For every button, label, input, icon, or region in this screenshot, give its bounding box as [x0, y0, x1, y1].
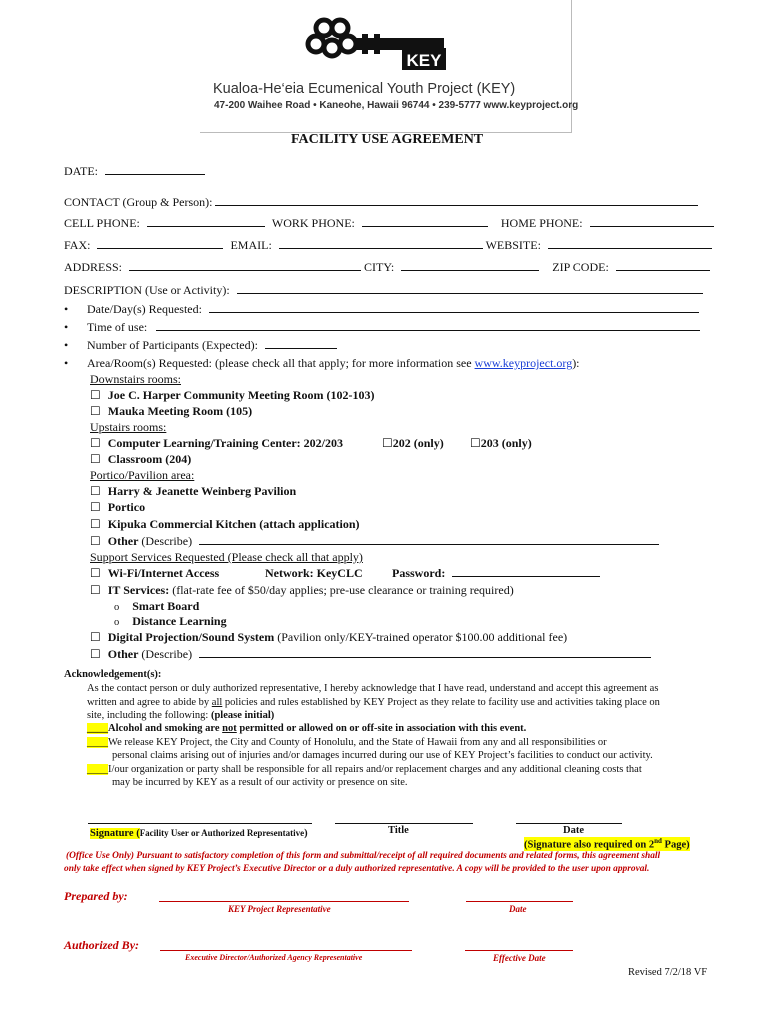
harper-room-label: Joe C. Harper Community Meeting Room (102-103)	[107, 388, 375, 402]
authorized-by-line[interactable]	[160, 950, 412, 951]
checkbox-icon[interactable]: ☐	[90, 436, 101, 450]
signature-sub-label: Facility User or Authorized Representative	[139, 828, 305, 838]
dates-label: Date/Day(s) Requested:	[87, 302, 202, 316]
authorized-rep-caption: Executive Director/Authorized Agency Representative	[185, 953, 363, 962]
prepared-date-line[interactable]	[466, 901, 573, 902]
time-label: Time of use:	[87, 320, 148, 334]
prepared-date-caption: Date	[509, 904, 527, 914]
room-202-label: 202 (only)	[392, 436, 444, 450]
participants-field[interactable]	[265, 339, 337, 349]
checkbox-icon[interactable]: ☐	[90, 517, 101, 531]
ack-line2-b: policies and rules established by KEY Project as they relate to facility use and activities taking place on	[222, 697, 660, 708]
zip-field[interactable]	[616, 261, 710, 271]
cell-field[interactable]	[147, 217, 265, 227]
portico-option[interactable]	[90, 500, 145, 515]
org-address: 47-200 Waihee Road • Kaneohe, Hawaii 96744 • 239-5777 www.keyproject.org	[214, 100, 579, 111]
it-services-label: IT Services:	[107, 583, 170, 597]
checkbox-icon[interactable]: ☐	[90, 630, 101, 644]
checkbox-icon[interactable]: ☐	[90, 484, 101, 498]
wifi-option[interactable]	[90, 566, 219, 581]
office-use-line2: only take effect when signed by KEY Project’s Executive Director or a duly authorized representative. A copy will be provided to the user upon approval.	[64, 864, 650, 874]
page-title: FACILITY USE AGREEMENT	[291, 132, 484, 147]
room-203-option[interactable]	[470, 436, 532, 451]
room-202-option[interactable]	[382, 436, 444, 451]
date-caption: Date	[563, 825, 584, 836]
email-label: EMAIL:	[230, 238, 272, 252]
description-field[interactable]	[237, 284, 703, 294]
distance-learning-label: Distance Learning	[132, 614, 227, 628]
title-line[interactable]	[335, 823, 473, 824]
initial-release-field[interactable]: ____	[87, 737, 108, 748]
ack-line2-a: written and agree to abide by	[87, 697, 212, 708]
smart-board-option[interactable]	[114, 599, 199, 614]
date-field[interactable]	[105, 165, 205, 175]
wifi-label: Wi-Fi/Internet Access	[107, 566, 220, 580]
smart-board-label: Smart Board	[132, 599, 200, 613]
it-services-note: (flat-rate fee of $50/day applies; pre-use clearance or training required)	[169, 583, 514, 597]
work-field[interactable]	[362, 217, 488, 227]
prepared-by-line[interactable]	[159, 901, 409, 902]
authorized-by-label: Authorized By:	[64, 938, 140, 952]
second-page-text-b: Page)	[661, 839, 690, 851]
classroom-option[interactable]	[90, 452, 191, 467]
support-other-field[interactable]	[199, 648, 651, 658]
rooms-label: Area/Room(s) Requested: (please check all that apply; for more information see	[87, 356, 475, 370]
work-label: WORK PHONE:	[271, 216, 355, 230]
checkbox-icon[interactable]: ☐	[382, 436, 393, 450]
effective-date-line[interactable]	[465, 950, 573, 951]
computer-center-option[interactable]	[90, 436, 343, 451]
description-row	[64, 283, 703, 298]
password-label: Password:	[392, 566, 446, 580]
prepared-rep-caption: KEY Project Representative	[228, 904, 331, 914]
ack-paragraph-line3	[87, 710, 274, 721]
ack-all-text: all	[211, 697, 223, 708]
initial-alcohol-field[interactable]: ____	[87, 723, 108, 734]
initial-alcohol-row	[87, 723, 526, 734]
bullet-icon: •	[64, 338, 69, 352]
prepared-by-label: Prepared by:	[64, 889, 128, 903]
key-logo-icon	[302, 14, 458, 74]
phone-row	[64, 216, 714, 231]
checkbox-icon[interactable]: ☐	[90, 500, 101, 514]
password-field[interactable]	[452, 567, 600, 577]
fax-row	[64, 238, 712, 253]
signature-close: )	[304, 828, 308, 839]
website-label: WEBSITE:	[485, 238, 541, 252]
initial-repairs-row	[87, 764, 642, 775]
city-field[interactable]	[401, 261, 539, 271]
kitchen-label: Kipuka Commercial Kitchen (attach application)	[107, 517, 360, 531]
weinberg-pavilion-option[interactable]	[90, 484, 296, 499]
initial-repairs-field[interactable]: ____	[87, 764, 108, 775]
ack-heading: Acknowledgement(s):	[64, 669, 162, 680]
alcohol-text-b: permitted or allowed on or off-site in association with this event.	[236, 723, 527, 734]
address-row	[64, 260, 710, 275]
effective-date-caption: Effective Date	[493, 953, 546, 963]
digital-projection-label: Digital Projection/Sound System	[107, 630, 275, 644]
city-label: CITY:	[364, 260, 395, 274]
second-page-note	[524, 837, 690, 851]
release-text-a: We release KEY Project, the City and County of Honolulu, and the State of Hawaii from any and all responsibilities or	[108, 737, 607, 748]
checkbox-icon[interactable]: ☐	[90, 452, 101, 466]
time-row	[87, 320, 700, 335]
rooms-row	[87, 356, 580, 371]
date-label: DATE:	[64, 164, 98, 178]
second-page-sup: nd	[654, 837, 662, 845]
office-use-line1: (Office Use Only) Pursuant to satisfactory completion of this form and submittal/receipt of all required documents and related forms, this agreement shall	[66, 851, 661, 861]
logo-text: KEY	[406, 51, 442, 70]
network-label: Network: KeyCLC	[265, 566, 363, 580]
digital-projection-option[interactable]	[90, 630, 567, 645]
support-other-label: Other	[107, 647, 139, 661]
alcohol-text-a: Alcohol and smoking are	[108, 723, 223, 734]
date-row	[64, 164, 205, 179]
date-line[interactable]	[516, 823, 622, 824]
distance-learning-option[interactable]	[114, 614, 227, 629]
checkbox-icon[interactable]: ☐	[90, 566, 101, 580]
room-203-label: 203 (only)	[480, 436, 532, 450]
ack-paragraph-line2	[87, 697, 660, 708]
please-initial-text: (please initial)	[210, 710, 275, 721]
participants-label: Number of Participants (Expected):	[87, 338, 258, 352]
home-field[interactable]	[590, 217, 714, 227]
checkbox-icon[interactable]: ☐	[90, 388, 101, 402]
time-field[interactable]	[156, 321, 700, 331]
contact-field[interactable]	[215, 196, 698, 206]
signature-line[interactable]	[88, 823, 312, 824]
description-label: DESCRIPTION (Use or Activity):	[64, 283, 230, 297]
participants-row	[87, 338, 337, 353]
rooms-label-end: ):	[572, 356, 580, 370]
initial-release-row	[87, 737, 607, 748]
keyproject-link[interactable]: www.keyproject.org	[474, 356, 573, 370]
portico-other-describe: (Describe)	[138, 534, 193, 548]
portico-other-option[interactable]	[90, 534, 659, 549]
sub-bullet-icon: o	[114, 602, 120, 613]
signature-label: Signature (	[90, 828, 140, 839]
home-label: HOME PHONE:	[500, 216, 583, 230]
it-services-option[interactable]	[90, 583, 514, 598]
checkbox-icon[interactable]: ☐	[470, 436, 481, 450]
sub-bullet-icon: o	[114, 617, 120, 628]
address-label: ADDRESS:	[64, 260, 123, 274]
classroom-label: Classroom (204)	[107, 452, 192, 466]
email-field[interactable]	[279, 239, 483, 249]
org-name: Kualoa-He‘eia Ecumenical Youth Project (KEY)	[213, 81, 516, 97]
portico-heading: Portico/Pavilion area:	[90, 468, 195, 482]
mauka-room-option[interactable]	[90, 404, 252, 419]
contact-row	[64, 195, 698, 210]
portico-other-field[interactable]	[199, 535, 659, 545]
fax-field[interactable]	[97, 239, 223, 249]
signature-caption	[90, 825, 308, 840]
revision-note: Revised 7/2/18 VF	[628, 967, 708, 978]
website-field[interactable]	[548, 239, 712, 249]
portico-label: Portico	[107, 500, 146, 514]
fax-label: FAX:	[64, 238, 91, 252]
checkbox-icon[interactable]: ☐	[90, 404, 101, 418]
kitchen-option[interactable]	[90, 517, 360, 532]
second-page-text-a: (Signature also required on 2	[524, 839, 655, 851]
checkbox-icon[interactable]: ☐	[90, 583, 101, 597]
cell-label: CELL PHONE:	[64, 216, 140, 230]
digital-projection-note: (Pavilion only/KEY-trained operator $100.00 additional fee)	[274, 630, 568, 644]
upstairs-heading: Upstairs rooms:	[90, 420, 167, 434]
title-caption: Title	[388, 825, 409, 836]
computer-center-label: Computer Learning/Training Center: 202/203	[107, 436, 343, 450]
password-row	[392, 566, 600, 581]
support-heading: Support Services Requested (Please check all that apply)	[90, 550, 363, 564]
portico-other-label: Other	[107, 534, 139, 548]
address-field[interactable]	[129, 261, 361, 271]
bullet-icon: •	[64, 356, 69, 370]
checkbox-icon[interactable]: ☐	[90, 534, 101, 548]
repairs-text-b: may be incurred by KEY as a result of our activity or presence on site.	[112, 777, 408, 788]
dates-field[interactable]	[209, 303, 699, 313]
downstairs-heading: Downstairs rooms:	[90, 372, 181, 386]
weinberg-pavilion-label: Harry & Jeanette Weinberg Pavilion	[107, 484, 297, 498]
contact-label: CONTACT (Group & Person):	[64, 195, 213, 209]
release-text-b: personal claims arising out of injuries and/or damages incurred during our use of KEY Project’s facilities to conduct our activity.	[112, 750, 653, 761]
alcohol-not-text: not	[222, 723, 237, 734]
repairs-text-a: I/our organization or party shall be responsible for all repairs and/or replacement charges and any additional cleaning costs that	[108, 764, 642, 775]
dates-row	[87, 302, 699, 317]
support-other-option[interactable]	[90, 647, 651, 662]
mauka-room-label: Mauka Meeting Room (105)	[107, 404, 253, 418]
checkbox-icon[interactable]: ☐	[90, 647, 101, 661]
zip-label: ZIP CODE:	[552, 260, 609, 274]
support-other-describe: (Describe)	[138, 647, 193, 661]
ack-line3-a: site, including the following:	[87, 710, 211, 721]
harper-room-option[interactable]	[90, 388, 375, 403]
bullet-icon: •	[64, 302, 69, 316]
ack-paragraph-line1: As the contact person or duly authorized representative, I hereby acknowledge that I have read, understand and accept this agreement as	[87, 683, 659, 694]
bullet-icon: •	[64, 320, 69, 334]
